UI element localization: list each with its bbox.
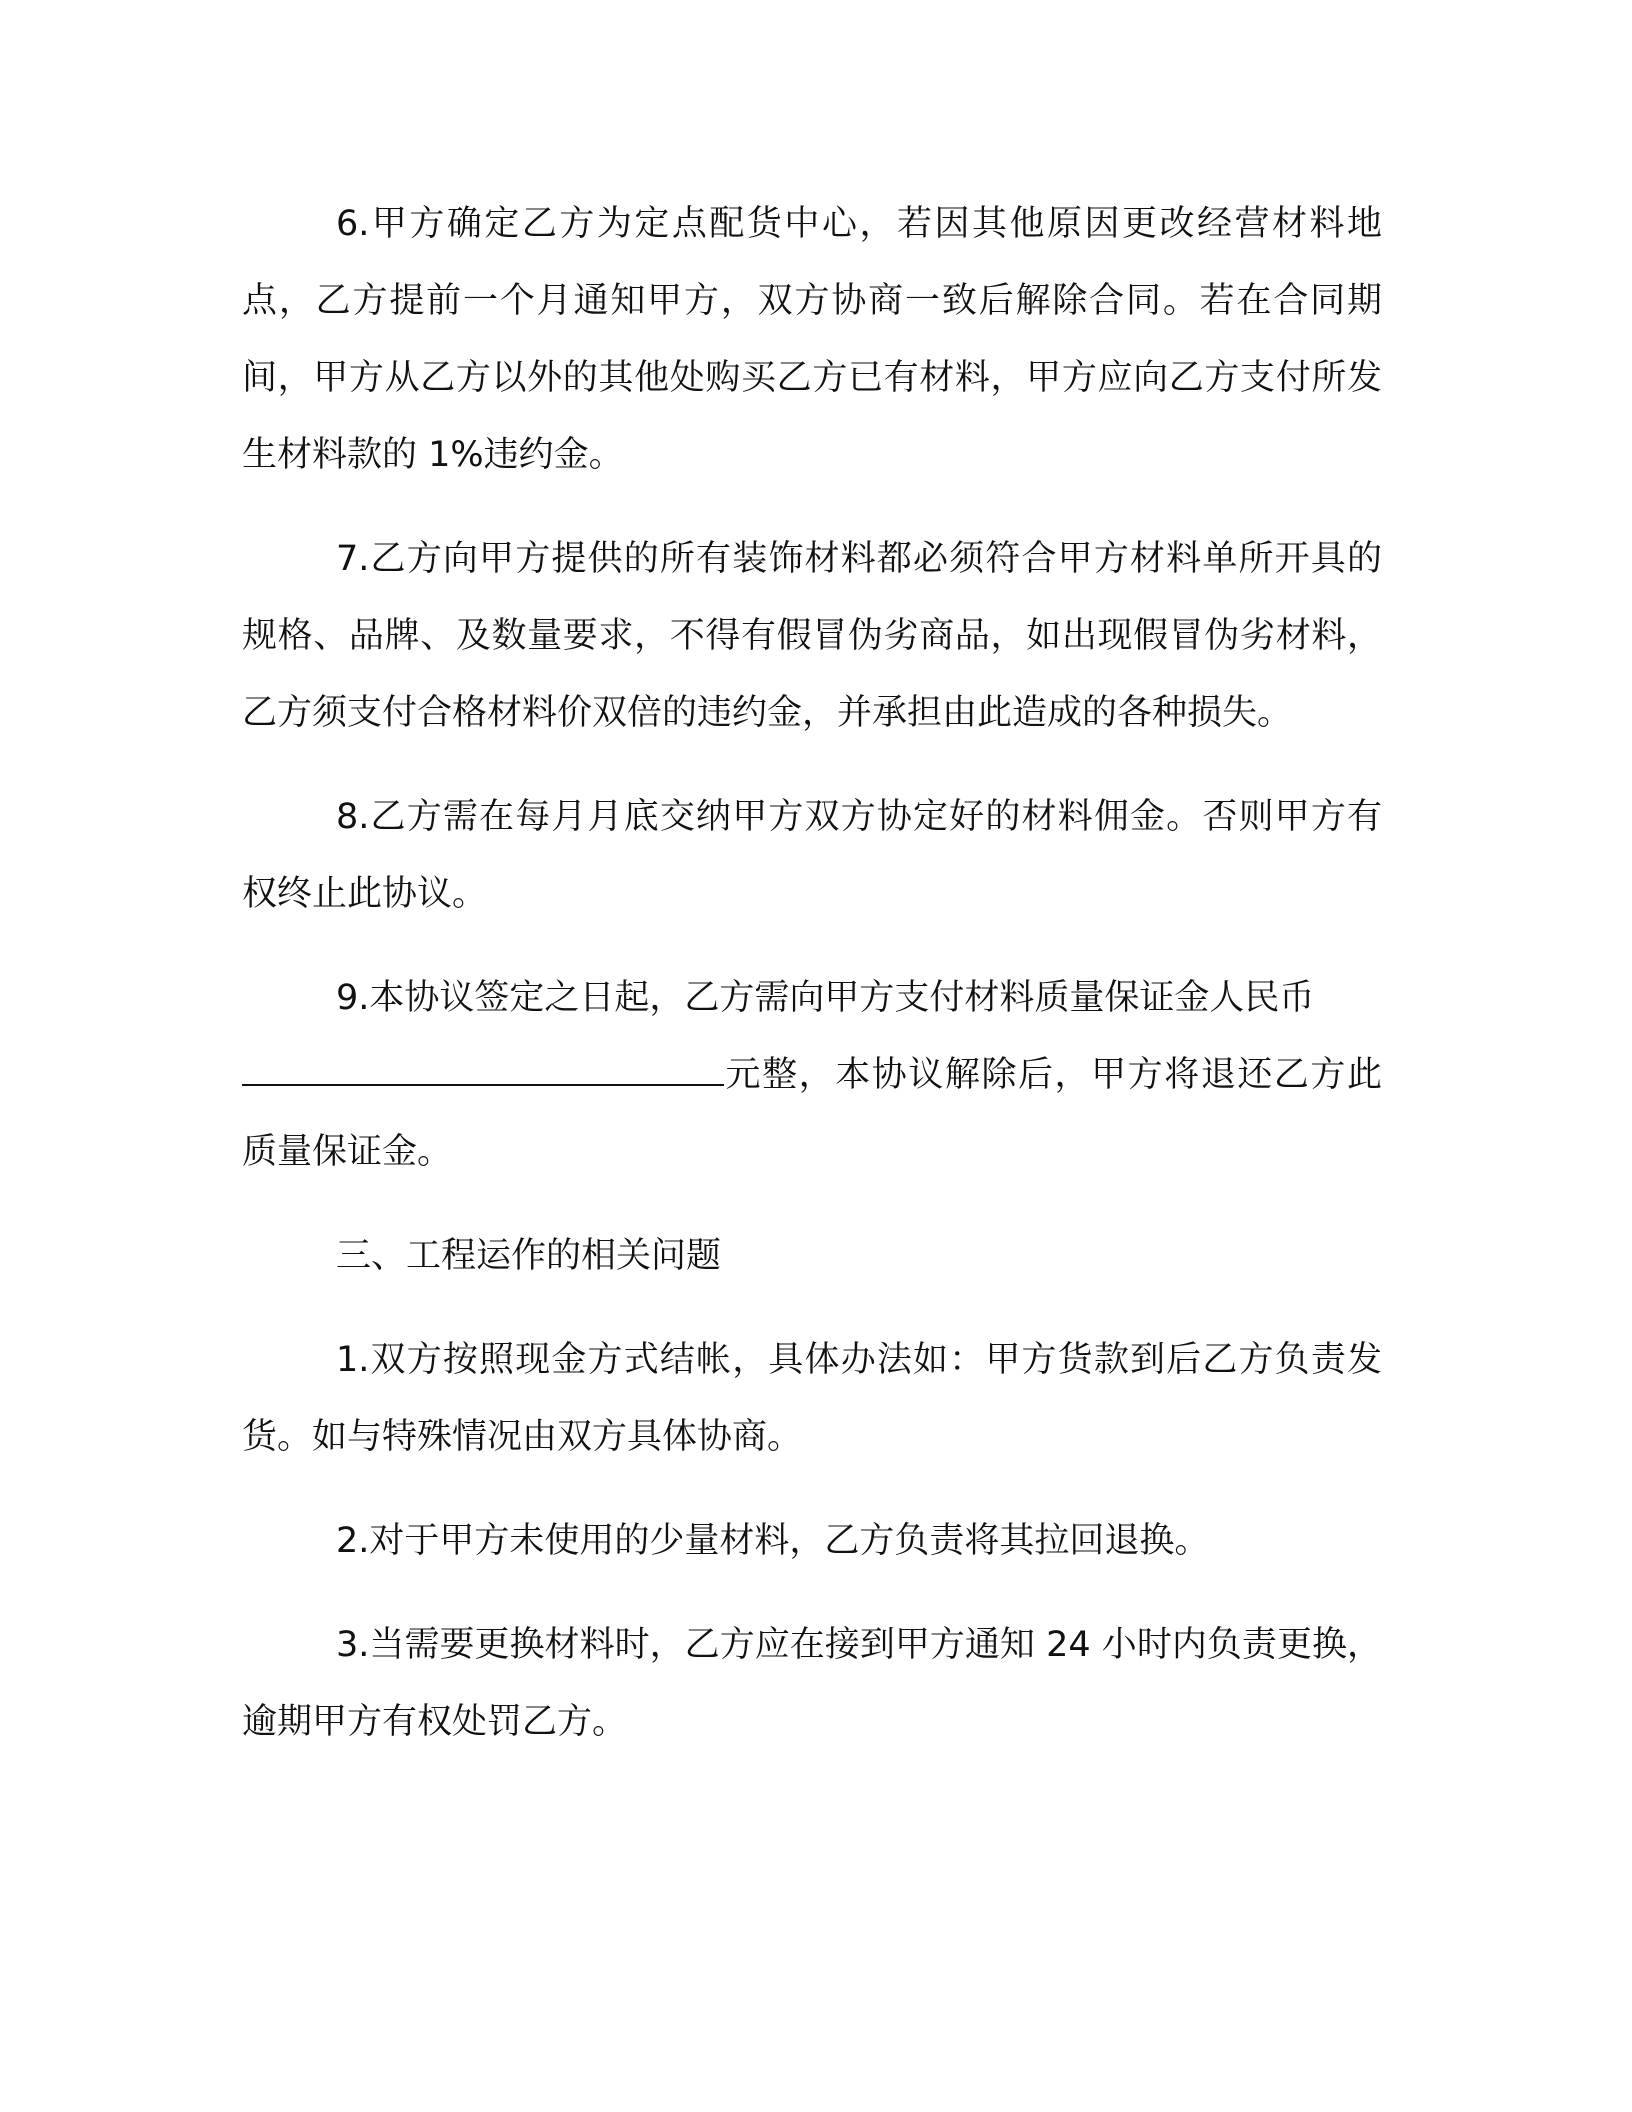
clause-6: 6.甲方确定乙方为定点配货中心，若因其他原因更改经营材料地点，乙方提前一个月通知甲方，双方协商一致后解除合同。若在合同期间，甲方从乙方以外的其他处购买乙方已有材料，甲方应向乙方支付所发生材料款的 1%违约金。: [242, 204, 1382, 475]
item-2: 2.对于甲方未使用的少量材料，乙方负责将其拉回退换。: [336, 1521, 1210, 1561]
clause-9-line1: 9.本协议签定之日起，乙方需向甲方支付材料质量保证金人民币: [336, 978, 1315, 1018]
document-body: [242, 186, 1382, 1788]
section-heading: 三、工程运作的相关问题: [336, 1236, 722, 1276]
clause-8: 8.乙方需在每月月底交纳甲方双方协定好的材料佣金。否则甲方有权终止此协议。: [242, 797, 1382, 914]
item-3: 3.当需要更换材料时，乙方应在接到甲方通知 24 小时内负责更换，逾期甲方有权处罚乙方。: [242, 1625, 1382, 1742]
clause-9-rest: 元整，本协议解除后，甲方将退还乙方此质量保证金。: [242, 1055, 1382, 1172]
clause-9: [242, 960, 1382, 1191]
deposit-amount-blank: [242, 1054, 724, 1086]
clause-7: 7.乙方向甲方提供的所有装饰材料都必须符合甲方材料单所开具的规格、品牌、及数量要求，不得有假冒伪劣商品，如出现假冒伪劣材料，乙方须支付合格材料价双倍的违约金，并承担由此造成的各种损失。: [242, 539, 1382, 733]
item-1: 1.双方按照现金方式结帐，具体办法如：甲方货款到后乙方负责发货。如与特殊情况由双方具体协商。: [242, 1340, 1382, 1457]
